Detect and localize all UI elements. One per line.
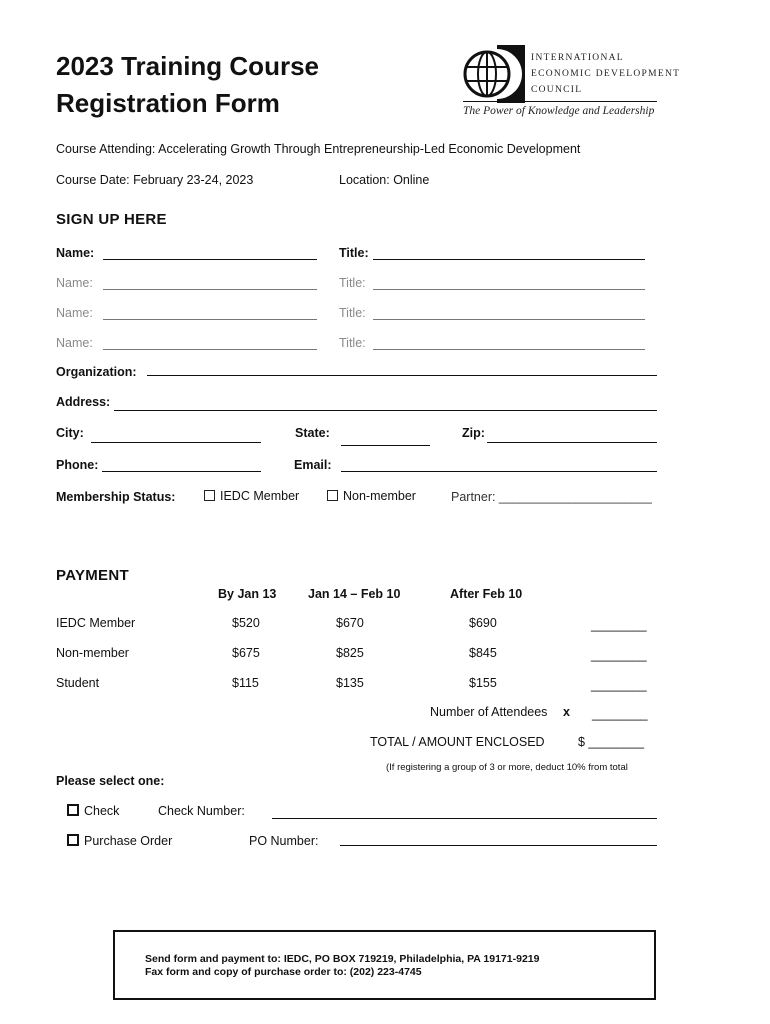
group-discount-note: (If registering a group of 3 or more, deduct 10% from total [386, 762, 628, 773]
name-label: Name: [56, 306, 93, 320]
column-header: After Feb 10 [450, 587, 523, 601]
title-label: Title: [339, 276, 366, 290]
membership-option-nonmember[interactable]: Non-member [327, 489, 416, 503]
price-cell: $825 [336, 646, 364, 660]
price-cell: $675 [232, 646, 260, 660]
zip-label: Zip: [462, 426, 485, 440]
checkbox-icon[interactable] [67, 804, 79, 816]
column-header: By Jan 13 [218, 587, 277, 601]
name-field-4[interactable] [103, 349, 317, 350]
total-field[interactable]: $ ________ [578, 735, 645, 749]
phone-label: Phone: [56, 458, 99, 472]
logo-line1: INTERNATIONAL [531, 53, 624, 63]
course-attending: Course Attending: Accelerating Growth Through Entrepreneurship-Led Economic Development [56, 142, 581, 156]
iedc-globe-icon [463, 45, 525, 103]
name-label: Name: [56, 276, 93, 290]
checkbox-icon[interactable] [67, 834, 79, 846]
organization-field[interactable] [147, 375, 657, 376]
price-cell: $135 [336, 676, 364, 690]
logo-tagline: The Power of Knowledge and Leadership [463, 105, 655, 117]
name-label: Name: [56, 246, 95, 260]
price-row-label: Student [56, 676, 100, 690]
page-title-line1: 2023 Training Course [56, 51, 319, 81]
state-field[interactable] [341, 445, 430, 446]
name-field-2[interactable] [103, 289, 317, 290]
city-label: City: [56, 426, 84, 440]
logo-line3: COUNCIL [531, 85, 583, 95]
membership-label: Membership Status: [56, 490, 176, 504]
price-cell: $520 [232, 616, 260, 630]
amount-field[interactable]: ________ [591, 618, 647, 632]
state-label: State: [295, 426, 330, 440]
price-cell: $845 [469, 646, 497, 660]
check-number-field[interactable] [272, 818, 657, 819]
checkbox-icon[interactable] [204, 490, 215, 501]
price-cell: $670 [336, 616, 364, 630]
select-one-label: Please select one: [56, 774, 165, 788]
city-field[interactable] [91, 442, 261, 443]
po-number-label: PO Number: [249, 834, 319, 848]
title-label: Title: [339, 336, 366, 350]
title-field-3[interactable] [373, 319, 645, 320]
column-header: Jan 14 – Feb 10 [308, 587, 401, 601]
multiply-sign: x [563, 705, 570, 719]
course-date: Course Date: February 23-24, 2023 [56, 173, 254, 187]
title-field-1[interactable] [373, 259, 645, 260]
name-field-1[interactable] [103, 259, 317, 260]
address-label: Address: [56, 395, 111, 409]
check-number-label: Check Number: [158, 804, 245, 818]
mailing-address: Send form and payment to: IEDC, PO BOX 719219, Philadelphia, PA 19171-9219 [145, 953, 540, 965]
price-row-label: Non-member [56, 646, 129, 660]
course-location: Location: Online [339, 173, 430, 187]
payment-heading: PAYMENT [56, 567, 129, 584]
title-field-2[interactable] [373, 289, 645, 290]
title-field-4[interactable] [373, 349, 645, 350]
name-field-3[interactable] [103, 319, 317, 320]
name-label: Name: [56, 336, 93, 350]
organization-label: Organization: [56, 365, 137, 379]
phone-field[interactable] [102, 471, 261, 472]
po-number-field[interactable] [340, 845, 657, 846]
amount-field[interactable]: ________ [591, 648, 647, 662]
fax-info: Fax form and copy of purchase order to: (202) 223-4745 [145, 966, 422, 978]
amount-field[interactable]: ________ [591, 678, 647, 692]
price-cell: $690 [469, 616, 497, 630]
payment-option-check[interactable]: Check [67, 804, 119, 818]
price-cell: $115 [232, 676, 259, 690]
checkbox-icon[interactable] [327, 490, 338, 501]
attendees-label: Number of Attendees [430, 705, 548, 719]
email-label: Email: [294, 458, 332, 472]
signup-heading: SIGN UP HERE [56, 211, 167, 228]
total-label: TOTAL / AMOUNT ENCLOSED [370, 735, 545, 749]
address-field[interactable] [114, 410, 657, 411]
partner-field[interactable]: Partner: ______________________ [451, 490, 652, 504]
page-title-line2: Registration Form [56, 88, 280, 118]
price-row-label: IEDC Member [56, 616, 136, 630]
logo-line2: ECONOMIC DEVELOPMENT [531, 69, 681, 79]
membership-option-member[interactable]: IEDC Member [204, 489, 299, 503]
zip-field[interactable] [487, 442, 657, 443]
iedc-logo [463, 45, 681, 125]
title-label: Title: [339, 246, 369, 260]
title-label: Title: [339, 306, 366, 320]
attendees-field[interactable]: ________ [592, 707, 648, 721]
price-cell: $155 [469, 676, 497, 690]
payment-option-po[interactable]: Purchase Order [67, 834, 172, 848]
mailing-info-box [113, 930, 656, 1000]
email-field[interactable] [341, 471, 657, 472]
